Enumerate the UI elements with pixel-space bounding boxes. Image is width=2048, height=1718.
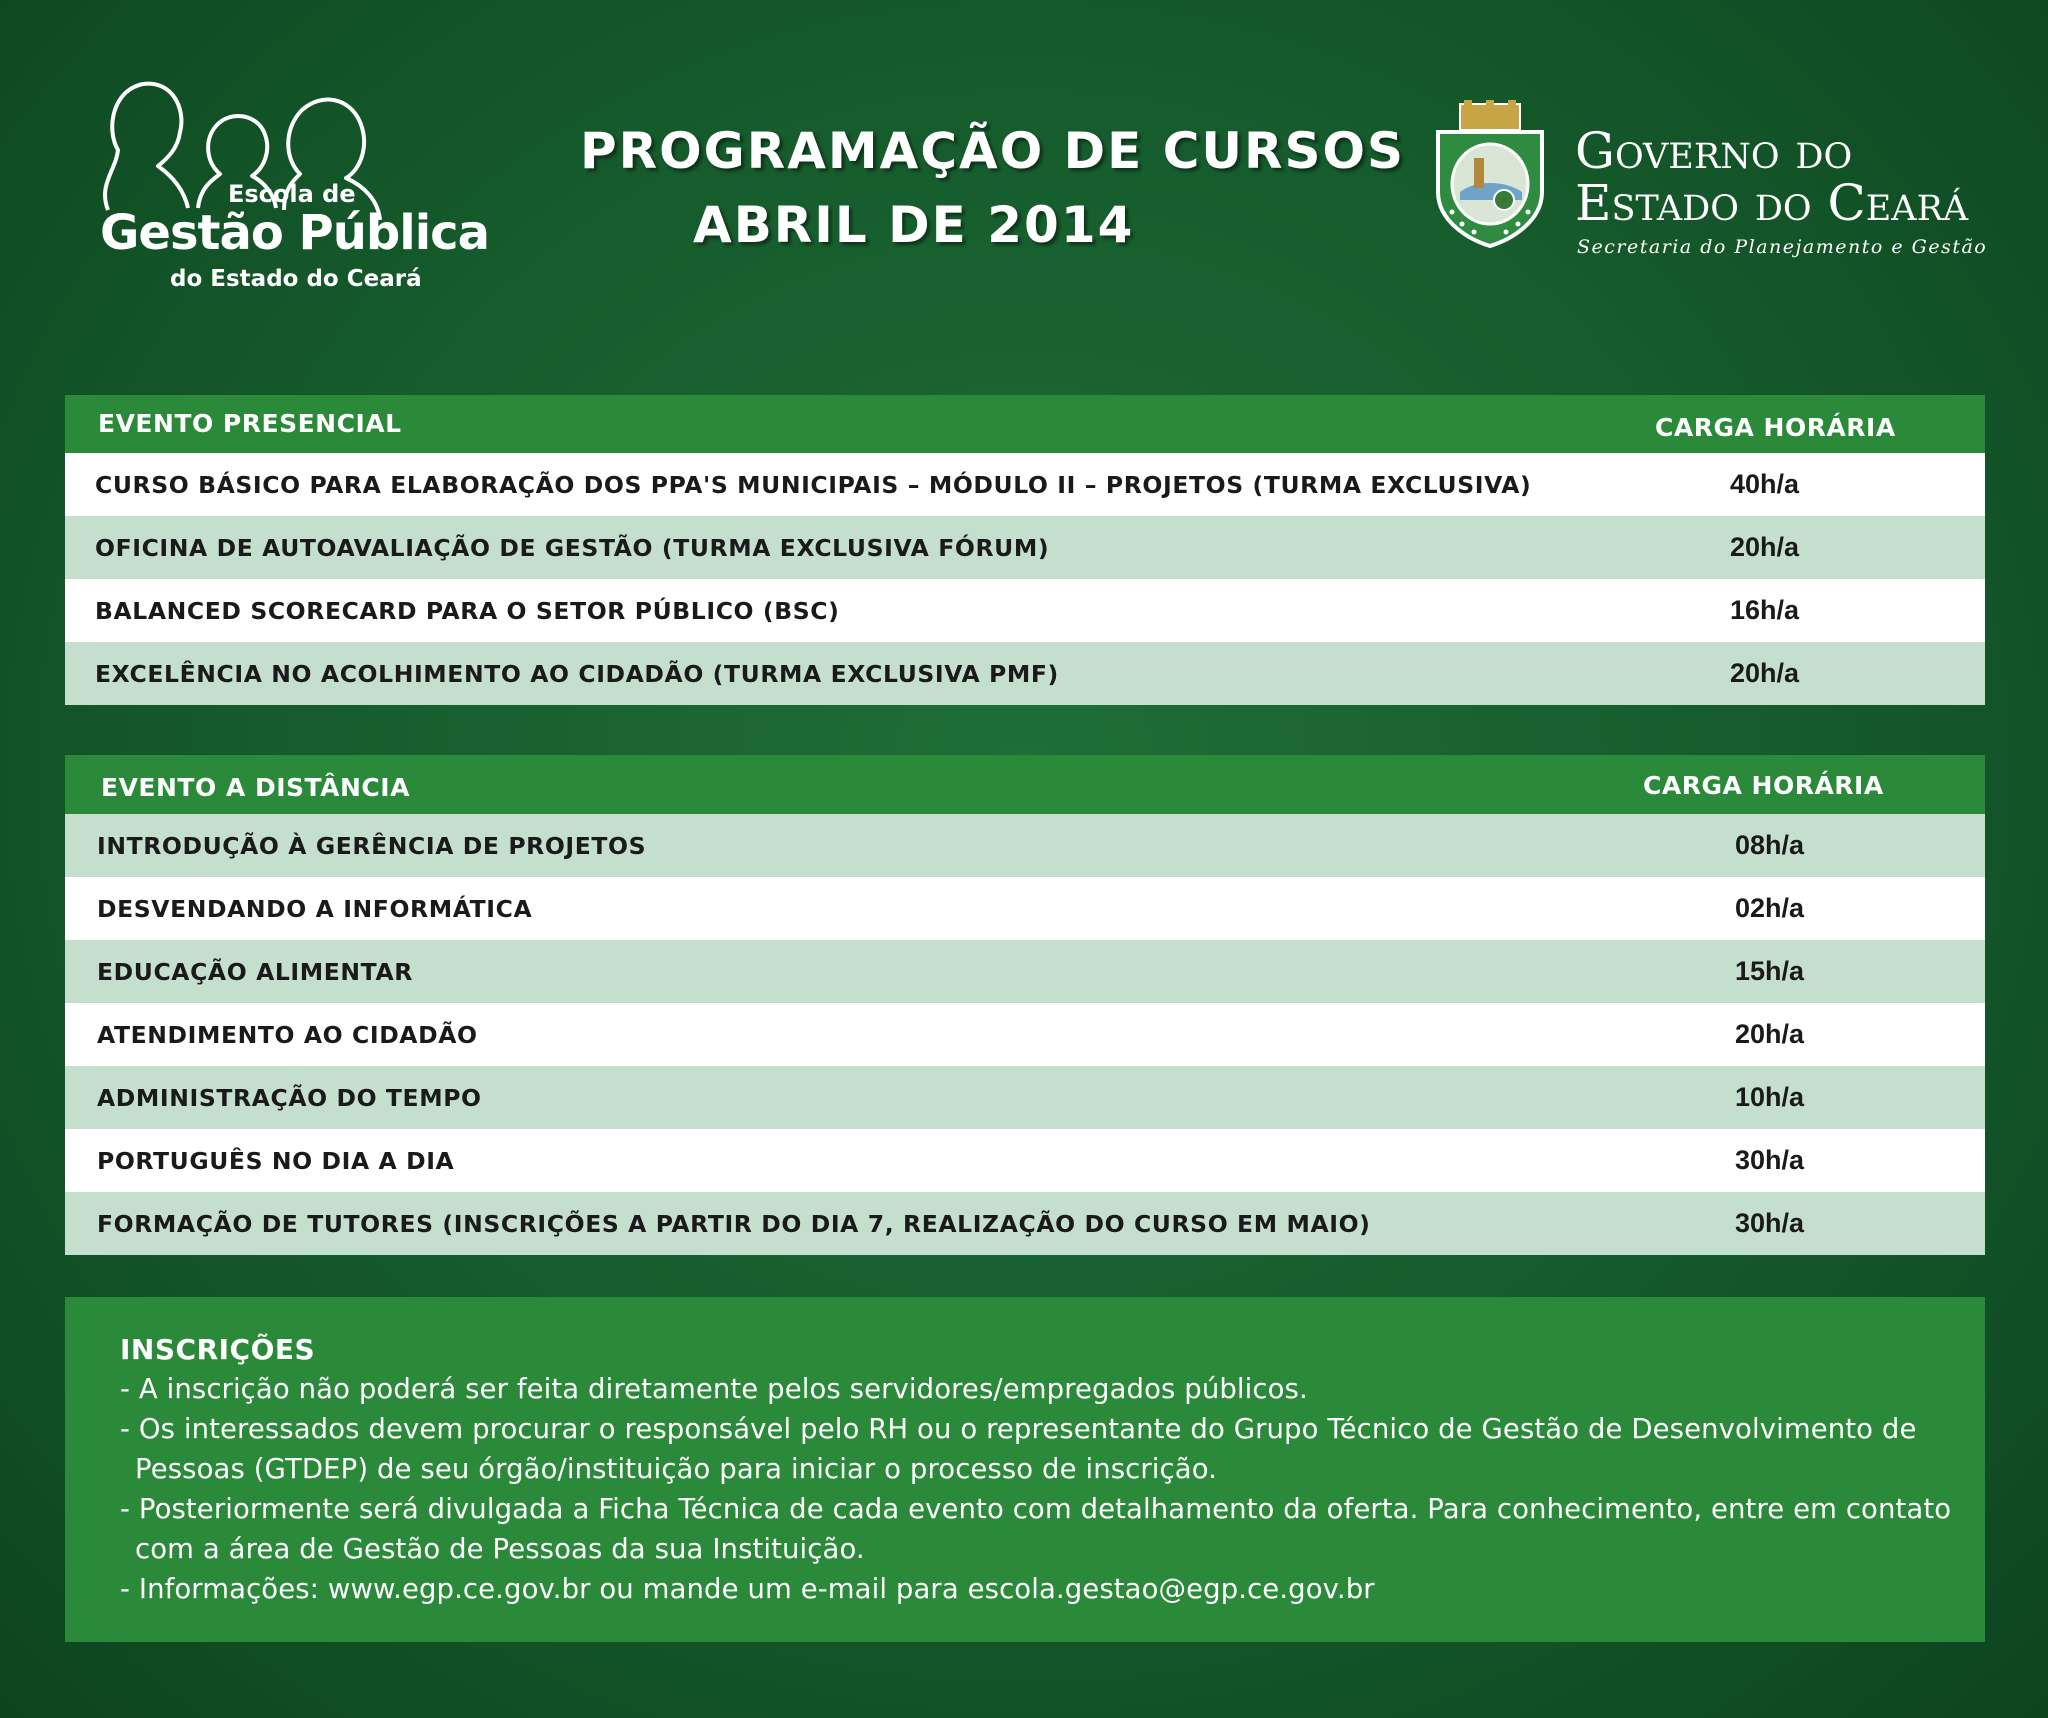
course-hours: 30h/a xyxy=(1735,1208,1805,1238)
table-row xyxy=(65,453,1985,516)
course-hours: 20h/a xyxy=(1730,532,1800,562)
column-header-hours: CARGA HORÁRIA xyxy=(1643,771,1884,800)
table-row xyxy=(65,877,1985,940)
logo-text-line2: Gestão Pública xyxy=(100,205,490,261)
course-hours: 10h/a xyxy=(1735,1082,1805,1112)
inscricoes-line: - Os interessados devem procurar o responsável pelo RH ou o representante do Grupo Técnico de Gestão de Desenvolvimento de xyxy=(120,1413,1917,1445)
governo-logo-line1: Governo do xyxy=(1575,122,1853,180)
course-hours: 30h/a xyxy=(1735,1145,1805,1175)
governo-logo-subtitle: Secretaria do Planejamento e Gestão xyxy=(1577,236,1988,258)
table-row xyxy=(65,516,1985,579)
table-header xyxy=(65,755,1985,814)
table-evento-distancia xyxy=(65,755,1985,1255)
course-hours: 40h/a xyxy=(1730,469,1800,499)
logo-text-line1: Escola de xyxy=(228,180,356,208)
table-row xyxy=(65,1066,1985,1129)
inscricoes-line: - A inscrição não poderá ser feita diretamente pelos servidores/empregados públicos. xyxy=(120,1373,1308,1405)
inscricoes-title: INSCRIÇÕES xyxy=(120,1333,316,1366)
course-name: EDUCAÇÃO ALIMENTAR xyxy=(97,957,413,986)
course-hours: 15h/a xyxy=(1735,956,1805,986)
course-name: BALANCED SCORECARD PARA O SETOR PÚBLICO (BSC) xyxy=(95,596,840,625)
course-hours: 20h/a xyxy=(1735,1019,1805,1049)
table-header xyxy=(65,395,1985,453)
table-evento-presencial xyxy=(65,395,1985,705)
inscricoes-line: - Informações: www.egp.ce.gov.br ou mande um e-mail para escola.gestao@egp.ce.gov.br xyxy=(120,1573,1375,1605)
inscricoes-box xyxy=(65,1297,1985,1642)
course-name: CURSO BÁSICO PARA ELABORAÇÃO DOS PPA'S MUNICIPAIS – MÓDULO II – PROJETOS (TURMA EXCLUSIVA) xyxy=(95,470,1532,499)
escola-gestao-publica-logo xyxy=(88,70,490,300)
course-name: PORTUGUÊS NO DIA A DIA xyxy=(97,1146,455,1175)
course-hours: 02h/a xyxy=(1735,893,1805,923)
page-title-line2: ABRIL DE 2014 xyxy=(693,196,1135,254)
course-name: EXCELÊNCIA NO ACOLHIMENTO AO CIDADÃO (TURMA EXCLUSIVA PMF) xyxy=(95,659,1059,688)
table-row xyxy=(65,579,1985,642)
governo-logo-line2: Estado do Ceará xyxy=(1575,174,1969,232)
inscricoes-line: Pessoas (GTDEP) de seu órgão/instituição para iniciar o processo de inscrição. xyxy=(135,1453,1217,1485)
course-name: ADMINISTRAÇÃO DO TEMPO xyxy=(97,1083,482,1112)
course-name: INTRODUÇÃO À GERÊNCIA DE PROJETOS xyxy=(97,831,647,860)
logo-text-line3: do Estado do Ceará xyxy=(170,266,422,292)
table-row xyxy=(65,1192,1985,1255)
ceara-crest-icon xyxy=(1430,100,1550,250)
course-name: FORMAÇÃO DE TUTORES (INSCRIÇÕES A PARTIR DO DIA 7, REALIZAÇÃO DO CURSO EM MAIO) xyxy=(97,1209,1371,1238)
column-header-event: EVENTO PRESENCIAL xyxy=(98,409,402,438)
table-row xyxy=(65,642,1985,705)
course-name: DESVENDANDO A INFORMÁTICA xyxy=(97,894,533,923)
inscricoes-line: com a área de Gestão de Pessoas da sua Instituição. xyxy=(135,1533,865,1565)
table-row xyxy=(65,814,1985,877)
table-row xyxy=(65,1003,1985,1066)
course-hours: 08h/a xyxy=(1735,830,1805,860)
inscricoes-line: - Posteriormente será divulgada a Ficha Técnica de cada evento com detalhamento da oferta. Para conhecimento, entre em contato xyxy=(120,1493,1952,1525)
course-hours: 20h/a xyxy=(1730,658,1800,688)
course-hours: 16h/a xyxy=(1730,595,1800,625)
course-name: OFICINA DE AUTOAVALIAÇÃO DE GESTÃO (TURMA EXCLUSIVA FÓRUM) xyxy=(95,533,1050,562)
table-row xyxy=(65,1129,1985,1192)
course-name: ATENDIMENTO AO CIDADÃO xyxy=(97,1020,478,1049)
column-header-hours: CARGA HORÁRIA xyxy=(1655,413,1896,442)
column-header-event: EVENTO A DISTÂNCIA xyxy=(101,773,410,802)
page-title-line1: PROGRAMAÇÃO DE CURSOS xyxy=(580,122,1406,180)
table-row xyxy=(65,940,1985,1003)
